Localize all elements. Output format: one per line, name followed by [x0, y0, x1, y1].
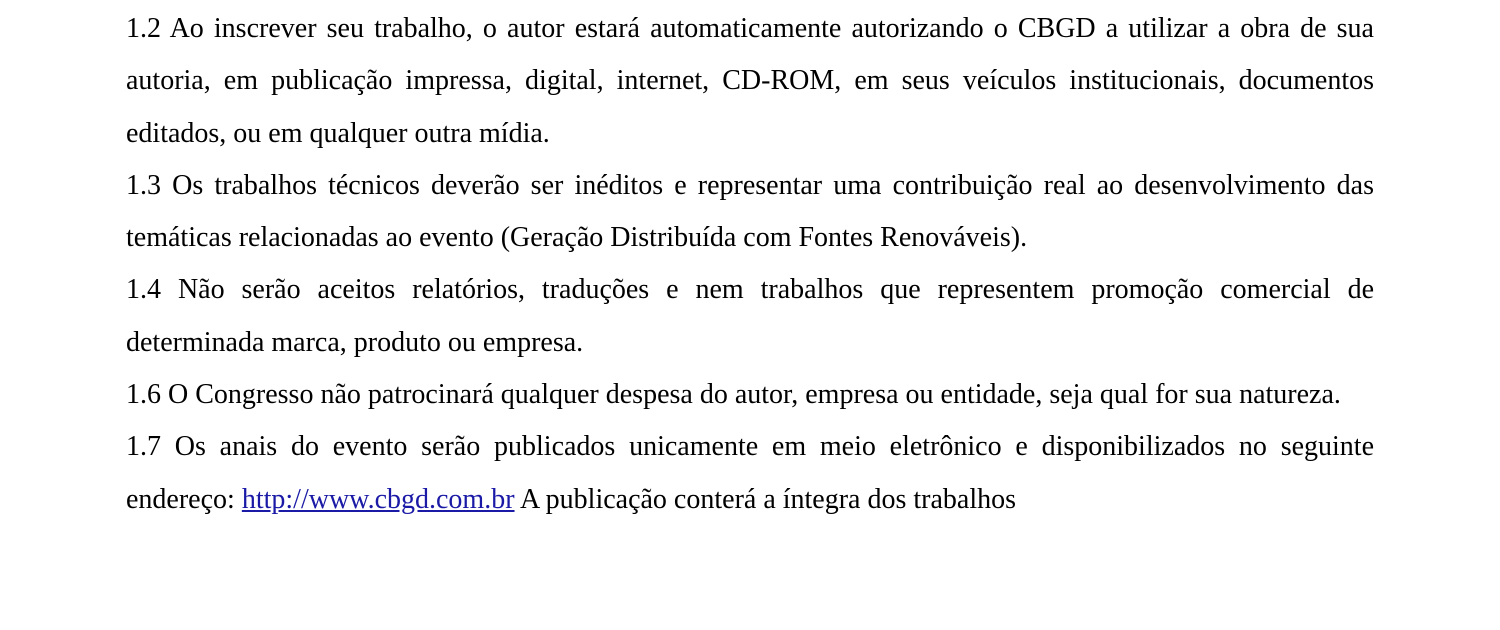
paragraph-1-3: 1.3 Os trabalhos técnicos deverão ser inéditos e representar uma contribuição real ao desenvolvimento das temáticas relacionadas ao evento (Geração Distribuída com Fontes Renováveis).	[126, 169, 1374, 254]
document-body	[126, 3, 1374, 526]
paragraph-1-2: 1.2 Ao inscrever seu trabalho, o autor estará automaticamente autorizando o CBGD a utilizar a obra de sua autoria, em publicação impressa, digital, internet, CD-ROM, em seus veículos institucionais, documentos editados, ou em qualquer outra mídia.	[126, 13, 1374, 149]
paragraph-1-7-trailing-text: A publicação conterá a íntegra dos trabalhos	[514, 483, 1017, 515]
paragraph-1-4: 1.4 Não serão aceitos relatórios, traduções e nem trabalhos que representem promoção comercial de determinada marca, produto ou empresa.	[126, 274, 1374, 358]
paragraph-1-6: 1.6 O Congresso não patrocinará qualquer despesa do autor, empresa ou entidade, seja qual for sua natureza.	[126, 379, 1341, 411]
cbgd-website-link[interactable]: http://www.cbgd.com.br	[241, 483, 515, 515]
paragraph-1-7-lead-text: 1.7 Os anais do evento serão publicados unicamente em meio eletrônico e disponibilizados no seguinte endereço:	[126, 431, 1374, 515]
paragraph-1-7	[126, 421, 1374, 526]
